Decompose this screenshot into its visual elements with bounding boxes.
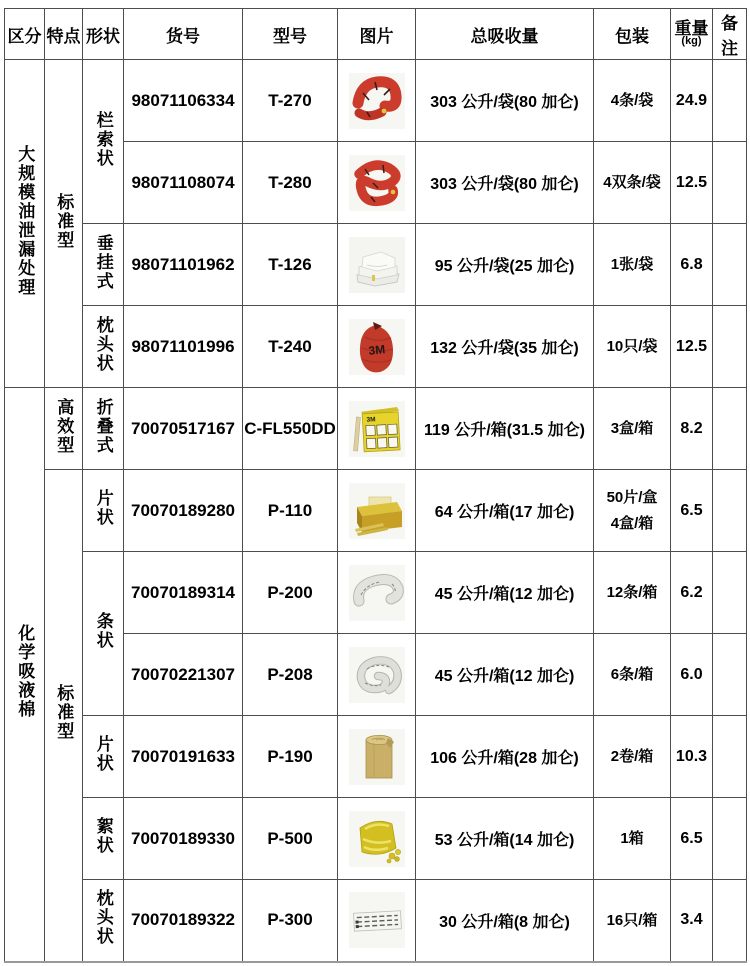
white-folded-sheet-photo bbox=[338, 235, 415, 295]
model-cell: P-200 bbox=[243, 552, 338, 634]
header-feature: 特点 bbox=[45, 9, 83, 60]
white-chem-boom-photo bbox=[338, 563, 415, 623]
model-cell: T-270 bbox=[243, 60, 338, 142]
item-no-cell: 70070191633 bbox=[124, 716, 243, 798]
shape-cell-folded bbox=[83, 388, 124, 470]
absorption-cell: 53 公升/箱(14 加仑) bbox=[416, 798, 594, 880]
shape-label: 折叠式 bbox=[93, 397, 113, 455]
yellow-shred-bag-photo bbox=[338, 809, 415, 869]
item-no-cell: 98071101996 bbox=[124, 306, 243, 388]
shape-cell-loose bbox=[83, 798, 124, 880]
header-row bbox=[5, 9, 747, 60]
item-no-cell: 70070221307 bbox=[124, 634, 243, 716]
table-row bbox=[5, 470, 747, 552]
table-row bbox=[5, 716, 747, 798]
table-row bbox=[5, 224, 747, 306]
shape-label: 片状 bbox=[93, 489, 113, 527]
weight-cell: 12.5 bbox=[671, 142, 713, 224]
header-weight bbox=[671, 9, 713, 60]
category-label: 大规模油泄漏处理 bbox=[15, 145, 35, 297]
feature-cell-standard-chemical bbox=[45, 470, 83, 962]
item-no-cell: 70070189280 bbox=[124, 470, 243, 552]
absorption-cell: 30 公升/箱(8 加仑) bbox=[416, 880, 594, 962]
header-weight-unit: (kg) bbox=[681, 35, 702, 48]
image-cell bbox=[338, 224, 416, 306]
shape-label: 垂挂式 bbox=[93, 233, 113, 291]
table-row bbox=[5, 798, 747, 880]
packaging-cell: 1张/袋 bbox=[594, 224, 671, 306]
weight-cell: 6.2 bbox=[671, 552, 713, 634]
model-cell: P-208 bbox=[243, 634, 338, 716]
remarks-cell bbox=[713, 716, 747, 798]
header-weight-label: 重量 bbox=[674, 19, 709, 39]
packaging-cell: 16只/箱 bbox=[594, 880, 671, 962]
white-printed-pillow-photo bbox=[338, 890, 415, 950]
svg-text:3M: 3M bbox=[365, 415, 376, 424]
yellow-dispenser-box-photo bbox=[338, 399, 415, 459]
white-coiled-boom-photo bbox=[338, 645, 415, 705]
header-absorption: 总吸收量 bbox=[416, 9, 594, 60]
image-cell bbox=[338, 388, 416, 470]
remarks-cell bbox=[713, 634, 747, 716]
header-model: 型号 bbox=[243, 9, 338, 60]
weight-cell: 6.8 bbox=[671, 224, 713, 306]
packaging-cell: 3盒/箱 bbox=[594, 388, 671, 470]
weight-cell: 8.2 bbox=[671, 388, 713, 470]
item-no-cell: 98071101962 bbox=[124, 224, 243, 306]
absorption-cell: 303 公升/袋(80 加仑) bbox=[416, 142, 594, 224]
tan-sorbent-roll-photo bbox=[338, 727, 415, 787]
shape-cell-sheet2 bbox=[83, 716, 124, 798]
header-packaging: 包装 bbox=[594, 9, 671, 60]
item-no-cell: 98071106334 bbox=[124, 60, 243, 142]
model-cell: P-500 bbox=[243, 798, 338, 880]
table-row bbox=[5, 306, 747, 388]
packaging-line-1: 50片/盒 bbox=[606, 489, 658, 506]
weight-cell: 3.4 bbox=[671, 880, 713, 962]
weight-cell: 24.9 bbox=[671, 60, 713, 142]
image-cell bbox=[338, 306, 416, 388]
remarks-cell bbox=[713, 552, 747, 634]
absorption-cell: 45 公升/箱(12 加仑) bbox=[416, 634, 594, 716]
header-image: 图片 bbox=[338, 9, 416, 60]
shape-cell-pillow bbox=[83, 306, 124, 388]
packaging-cell: 4双条/袋 bbox=[594, 142, 671, 224]
image-cell bbox=[338, 142, 416, 224]
feature-label: 标准型 bbox=[54, 192, 74, 250]
table-row bbox=[5, 880, 747, 962]
packaging-cell: 12条/箱 bbox=[594, 552, 671, 634]
category-cell-oil bbox=[5, 60, 45, 388]
remarks-cell bbox=[713, 306, 747, 388]
red-double-oil-boom-photo bbox=[338, 153, 415, 213]
absorption-cell: 303 公升/袋(80 加仑) bbox=[416, 60, 594, 142]
item-no-cell: 98071108074 bbox=[124, 142, 243, 224]
yellow-box-sheets-photo bbox=[338, 481, 415, 541]
table-row bbox=[5, 60, 747, 142]
remarks-cell bbox=[713, 142, 747, 224]
model-cell: T-240 bbox=[243, 306, 338, 388]
red-u-oil-boom-photo bbox=[338, 71, 415, 131]
model-cell: P-110 bbox=[243, 470, 338, 552]
item-no-cell: 70070189314 bbox=[124, 552, 243, 634]
remarks-cell bbox=[713, 224, 747, 306]
header-category: 区分 bbox=[5, 9, 45, 60]
absorption-cell: 45 公升/箱(12 加仑) bbox=[416, 552, 594, 634]
weight-cell: 12.5 bbox=[671, 306, 713, 388]
absorption-cell: 132 公升/袋(35 加仑) bbox=[416, 306, 594, 388]
shape-label: 絮状 bbox=[93, 817, 113, 855]
feature-label: 标准型 bbox=[54, 684, 74, 742]
shape-cell-sheet bbox=[83, 470, 124, 552]
absorption-cell: 106 公升/箱(28 加仑) bbox=[416, 716, 594, 798]
remarks-cell bbox=[713, 60, 747, 142]
model-cell: C-FL550DD bbox=[243, 388, 338, 470]
header-item-no: 货号 bbox=[124, 9, 243, 60]
packaging-cell bbox=[594, 470, 671, 552]
shape-cell-boom bbox=[83, 60, 124, 224]
weight-cell: 6.0 bbox=[671, 634, 713, 716]
feature-cell-high-efficiency bbox=[45, 388, 83, 470]
packaging-cell: 2卷/箱 bbox=[594, 716, 671, 798]
shape-label: 条状 bbox=[93, 612, 113, 650]
image-cell bbox=[338, 60, 416, 142]
category-cell-chemical bbox=[5, 388, 45, 962]
category-label: 化学吸液棉 bbox=[15, 624, 35, 720]
feature-cell-standard-oil bbox=[45, 60, 83, 388]
remarks-cell bbox=[713, 880, 747, 962]
table-row bbox=[5, 552, 747, 634]
absorption-cell: 64 公升/箱(17 加仑) bbox=[416, 470, 594, 552]
shape-label: 枕头状 bbox=[93, 315, 113, 373]
shape-cell-hanging bbox=[83, 224, 124, 306]
absorption-cell: 95 公升/袋(25 加仑) bbox=[416, 224, 594, 306]
shape-label: 枕头状 bbox=[93, 889, 113, 947]
red-mesh-3m-bag-photo bbox=[338, 317, 415, 377]
image-cell bbox=[338, 634, 416, 716]
shape-cell-pillow2 bbox=[83, 880, 124, 962]
model-cell: T-126 bbox=[243, 224, 338, 306]
header-shape: 形状 bbox=[83, 9, 124, 60]
model-cell: T-280 bbox=[243, 142, 338, 224]
shape-label: 片状 bbox=[93, 735, 113, 773]
weight-cell: 6.5 bbox=[671, 470, 713, 552]
image-cell bbox=[338, 716, 416, 798]
item-no-cell: 70070189330 bbox=[124, 798, 243, 880]
item-no-cell: 70070517167 bbox=[124, 388, 243, 470]
packaging-cell: 6条/箱 bbox=[594, 634, 671, 716]
shape-cell-strip bbox=[83, 552, 124, 716]
shape-label: 栏索状 bbox=[93, 110, 113, 168]
model-cell: P-300 bbox=[243, 880, 338, 962]
svg-text:3M: 3M bbox=[367, 341, 386, 358]
absorption-cell: 119 公升/箱(31.5 加仑) bbox=[416, 388, 594, 470]
feature-label: 高效型 bbox=[54, 397, 74, 455]
remarks-cell bbox=[713, 470, 747, 552]
model-cell: P-190 bbox=[243, 716, 338, 798]
packaging-cell: 1箱 bbox=[594, 798, 671, 880]
header-remarks: 备注 bbox=[713, 9, 747, 60]
packaging-line-2: 4盒/箱 bbox=[610, 514, 654, 532]
packaging-cell: 4条/袋 bbox=[594, 60, 671, 142]
table-row bbox=[5, 388, 747, 470]
image-cell bbox=[338, 880, 416, 962]
product-spec-table bbox=[4, 8, 747, 963]
remarks-cell bbox=[713, 798, 747, 880]
item-no-cell: 70070189322 bbox=[124, 880, 243, 962]
packaging-cell: 10只/袋 bbox=[594, 306, 671, 388]
image-cell bbox=[338, 798, 416, 880]
weight-cell: 6.5 bbox=[671, 798, 713, 880]
weight-cell: 10.3 bbox=[671, 716, 713, 798]
image-cell bbox=[338, 552, 416, 634]
remarks-cell bbox=[713, 388, 747, 470]
image-cell bbox=[338, 470, 416, 552]
